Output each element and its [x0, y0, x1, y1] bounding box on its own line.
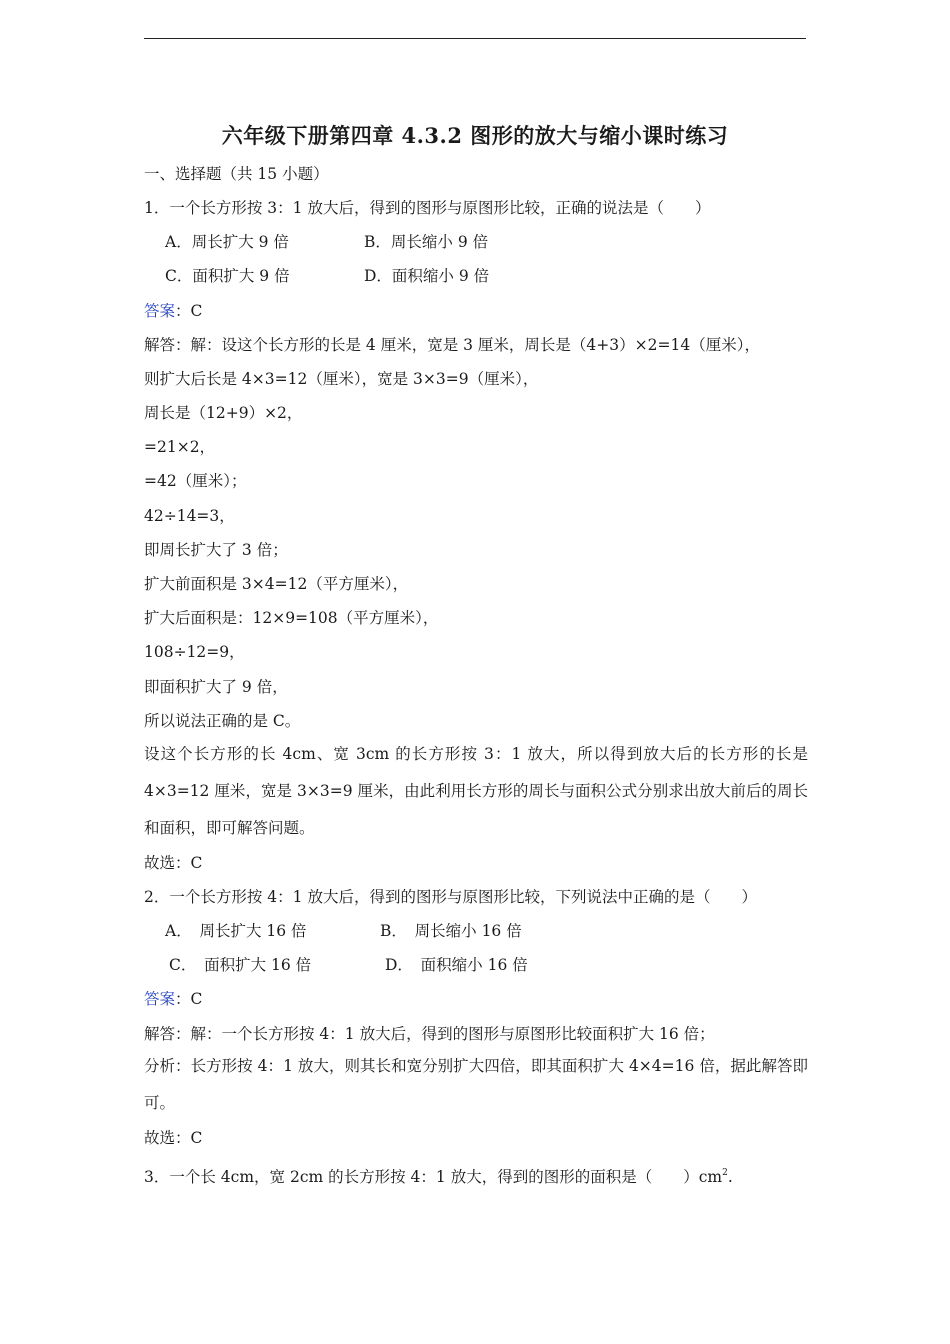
header-rule: [144, 38, 806, 39]
question-2-answer: [144, 989, 202, 1009]
question-1-option-d: D．面积缩小 9 倍: [364, 267, 490, 285]
solution-line: 周长是（12+9）×2，: [144, 404, 303, 422]
answer-value: ：C: [175, 302, 203, 320]
question-1-option-b: B．周长缩小 9 倍: [364, 233, 489, 251]
question-3-stem-text: 3．一个长 4cm，宽 2cm 的长方形按 4：1 放大，得到的图形的面积是（ ）cm: [144, 1168, 723, 1186]
question-2-choice: 故选：C: [144, 1129, 203, 1147]
solution-line: 扩大前面积是 3×4=12（平方厘米），: [144, 575, 409, 593]
answer-value: ：C: [175, 990, 203, 1008]
solution-line: 42÷14=3，: [144, 507, 235, 525]
question-1-choice: 故选：C: [144, 854, 203, 872]
section-heading: 一、选择题（共 15 小题）: [144, 165, 329, 183]
question-2-option-d: D． 面积缩小 16 倍: [385, 956, 528, 974]
solution-line: =21×2，: [144, 438, 216, 456]
question-1-answer: [144, 301, 202, 321]
solution-line: 即周长扩大了 3 倍；: [144, 541, 288, 559]
document-title: 六年级下册第四章 4.3.2 图形的放大与缩小课时练习: [221, 123, 729, 148]
solution-line: 所以说法正确的是 C。: [144, 712, 301, 730]
question-1-option-a: A．周长扩大 9 倍: [165, 233, 289, 251]
question-2-option-c: C． 面积扩大 16 倍: [169, 956, 312, 974]
question-3-stem-end: .: [727, 1168, 733, 1186]
solution-line: 即面积扩大了 9 倍，: [144, 678, 288, 696]
question-2-option-b: B． 周长缩小 16 倍: [380, 922, 522, 940]
answer-label: 答案: [144, 302, 176, 320]
solution-line: 108÷12=9，: [144, 643, 245, 661]
question-1-option-c: C．面积扩大 9 倍: [165, 267, 290, 285]
question-2-solution: 解答：解：一个长方形按 4：1 放大后，得到的图形与原图形比较面积扩大 16 倍；: [144, 1025, 715, 1043]
question-2-stem: 2．一个长方形按 4：1 放大后，得到的图形与原图形比较，下列说法中正确的是（ ）: [144, 888, 757, 906]
question-2-option-a: A． 周长扩大 16 倍: [165, 922, 307, 940]
answer-label: 答案: [144, 990, 176, 1008]
question-1-analysis: 设这个长方形的长 4cm、宽 3cm 的长方形按 3：1 放大，所以得到放大后的长方形的长是 4×3=12 厘米，宽是 3×3=9 厘米，由此利用长方形的周长与面积公式分别求出放大前后的周长和面积，即可解答问题。: [144, 745, 808, 837]
solution-line: 扩大后面积是：12×9=108（平方厘米），: [144, 609, 439, 627]
solution-line: =42（厘米）；: [144, 472, 247, 490]
question-2-analysis: 分析：长方形按 4：1 放大，则其长和宽分别扩大四倍，即其面积扩大 4×4=16 倍，据此解答即可。: [144, 1057, 808, 1112]
solution-line: 解答：解：设这个长方形的长是 4 厘米，宽是 3 厘米，周长是（4+3）×2=14（厘米），: [144, 336, 760, 354]
question-1-stem: 1．一个长方形按 3：1 放大后，得到的图形与原图形比较，正确的说法是（ ）: [144, 199, 711, 217]
squared-superscript: 2: [722, 1168, 728, 1178]
solution-line: 则扩大后长是 4×3=12（厘米），宽是 3×3=9（厘米），: [144, 370, 539, 388]
question-3-stem: [144, 1163, 733, 1187]
